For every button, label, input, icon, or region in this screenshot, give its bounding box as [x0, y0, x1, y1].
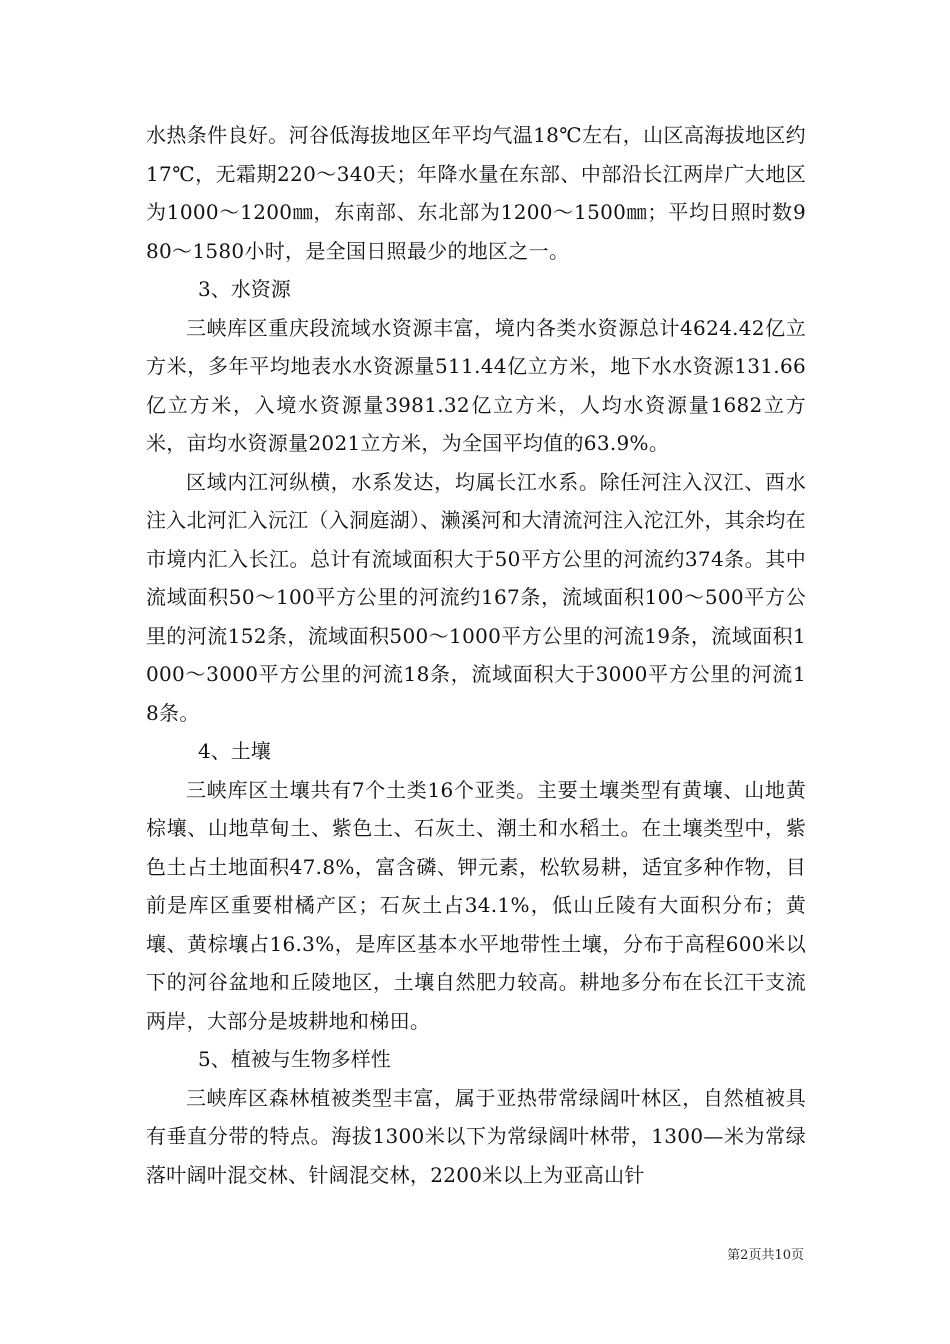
section-heading-water-resources: 3、水资源	[198, 277, 291, 301]
paragraph-vegetation: 三峡库区森林植被类型丰富，属于亚热带常绿阔叶林区，自然植被具有垂直分带的特点。海拔1300米以下为常绿阔叶林带，1300—米为常绿落叶阔叶混交林、针阔混交林，2200米以上为亚高山针	[146, 1085, 806, 1187]
section-heading-vegetation: 5、植被与生物多样性	[198, 1047, 391, 1071]
paragraph-soil: 三峡库区土壤共有7个土类16个亚类。主要土壤类型有黄壤、山地黄棕壤、山地草甸土、紫色土、石灰土、潮土和水稻土。在土壤类型中，紫色土占土地面积47.8%，富含磷、钾元素，松软易耕，适宜多种作物，目前是库区重要柑橘产区；石灰土占34.1%，低山丘陵有大面积分布；黄壤、黄棕壤占16.3%，是库区基本水平地带性土壤，分布于高程600米以下的河谷盆地和丘陵地区，土壤自然肥力较高。耕地多分布在长江干支流两岸，大部分是坡耕地和梯田。	[146, 777, 806, 1033]
page-number-footer: 第2页共10页	[727, 1248, 804, 1263]
document-body	[146, 116, 806, 1194]
paragraph-water-resources: 三峡库区重庆段流域水资源丰富，境内各类水资源总计4624.42亿立方米，多年平均地表水水资源量511.44亿立方米，地下水水资源131.66亿立方米，入境水资源量3981.32亿立方米，人均水资源量1682立方米，亩均水资源量2021立方米，为全国平均值的63.9%。	[146, 315, 806, 455]
section-heading-soil: 4、土壤	[198, 739, 271, 763]
paragraph-climate: 水热条件良好。河谷低海拔地区年平均气温18℃左右，山区高海拔地区约17℃，无霜期220～340天；年降水量在东部、中部沿长江两岸广大地区为1000～1200㎜，东南部、东北部为1200～1500㎜；平均日照时数980～1580小时，是全国日照最少的地区之一。	[146, 123, 806, 263]
paragraph-river-system: 区域内江河纵横，水系发达，均属长江水系。除任河注入汉江、酉水注入北河汇入沅江（入洞庭湖）、濑溪河和大清流河注入沱江外，其余均在市境内汇入长江。总计有流域面积大于50平方公里的河流约374条。其中流域面积50～100平方公里的河流约167条，流域面积100～500平方公里的河流152条，流域面积500～1000平方公里的河流19条，流域面积1000～3000平方公里的河流18条，流域面积大于3000平方公里的河流18条。	[146, 469, 806, 725]
